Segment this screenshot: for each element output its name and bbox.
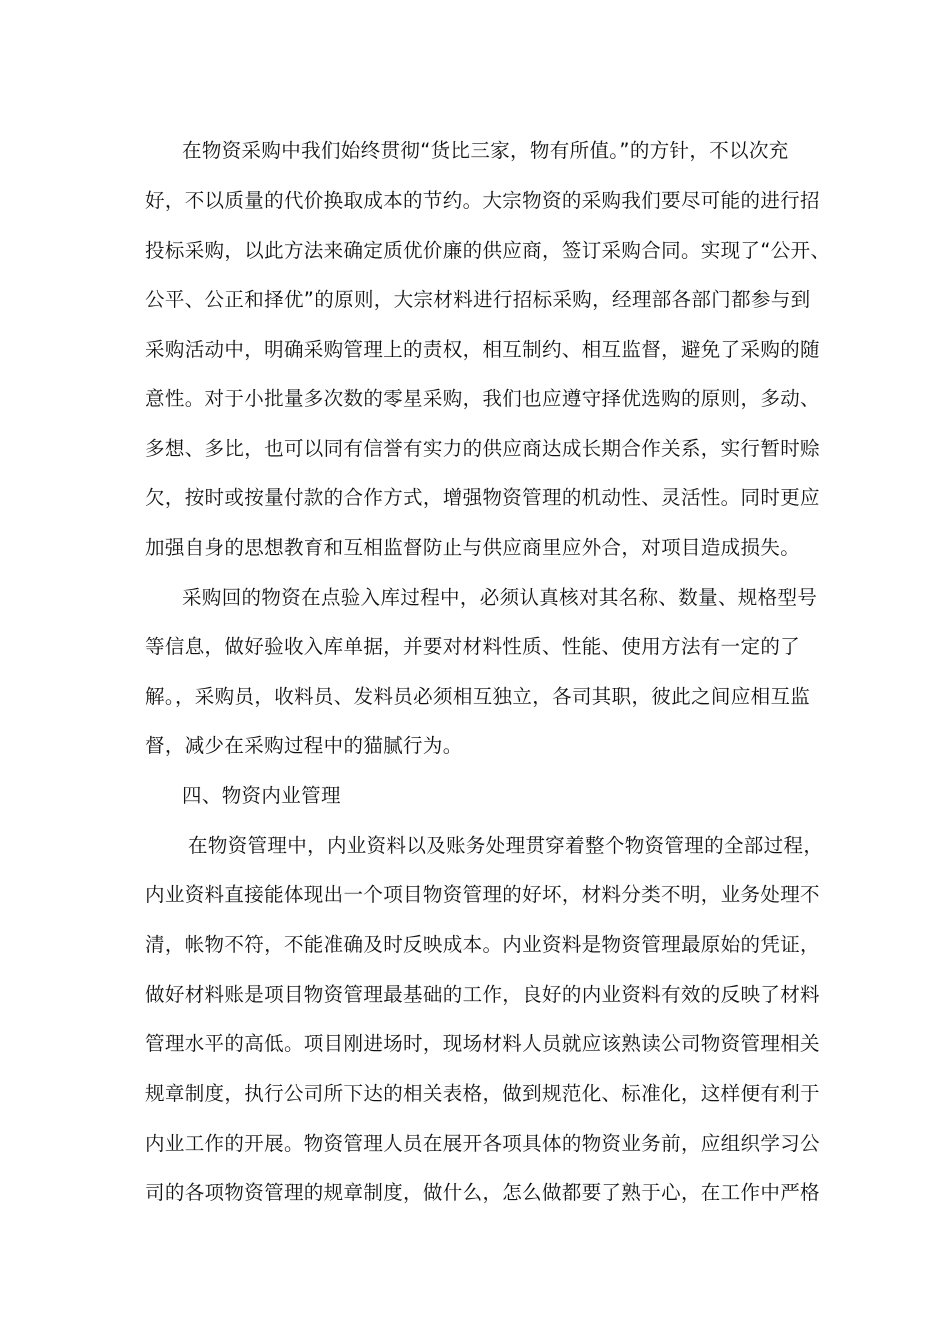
paragraph-1-line-7: 多想、多比，也可以同有信誉有实力的供应商达成长期合作关系，实行暂时赊 bbox=[145, 437, 820, 460]
paragraph-2-line-2: 等信息，做好验收入库单据，并要对材料性质、性能、使用方法有一定的了 bbox=[145, 635, 801, 658]
paragraph-3-line-3: 清，帐物不符，不能准确及时反映成本。内业资料是物资管理最原始的凭证， bbox=[145, 933, 820, 956]
paragraph-1-line-1: 在物资采购中我们始终贯彻“货比三家，物有所值。”的方针，不以次充 bbox=[182, 139, 789, 162]
paragraph-3-line-5: 管理水平的高低。项目刚进场时，现场材料人员就应该熟读公司物资管理相关 bbox=[145, 1032, 820, 1055]
paragraph-1-line-9: 加强自身的思想教育和互相监督防止与供应商里应外合，对项目造成损失。 bbox=[145, 536, 801, 559]
paragraph-1-line-6: 意性。对于小批量多次数的零星采购，我们也应遵守择优选购的原则，多动、 bbox=[145, 387, 820, 410]
paragraph-1-line-3: 投标采购，以此方法来确定质优价廉的供应商，签订采购合同。实现了“公开、 bbox=[145, 239, 831, 262]
paragraph-1-line-5: 采购活动中，明确采购管理上的责权，相互制约、相互监督，避免了采购的随 bbox=[145, 338, 820, 361]
paragraph-1-line-2: 好，不以质量的代价换取成本的节约。大宗物资的采购我们要尽可能的进行招 bbox=[145, 189, 820, 212]
paragraph-3-line-2: 内业资料直接能体现出一个项目物资管理的好坏，材料分类不明，业务处理不 bbox=[145, 883, 820, 906]
paragraph-1-line-8: 欠，按时或按量付款的合作方式，增强物资管理的机动性、灵活性。同时更应 bbox=[145, 486, 820, 509]
paragraph-3-line-4: 做好材料账是项目物资管理最基础的工作，良好的内业资料有效的反映了材料 bbox=[145, 983, 820, 1006]
paragraph-3-line-6: 规章制度，执行公司所下达的相关表格，做到规范化、标准化，这样便有利于 bbox=[145, 1082, 820, 1105]
paragraph-3-line-7: 内业工作的开展。物资管理人员在展开各项具体的物资业务前，应组织学习公 bbox=[145, 1132, 820, 1155]
paragraph-2-line-1: 采购回的物资在点验入库过程中，必须认真核对其名称、数量、规格型号 bbox=[182, 586, 818, 609]
section-heading: 四、物资内业管理 bbox=[182, 784, 341, 807]
paragraph-3-line-1: 在物资管理中，内业资料以及账务处理贯穿着整个物资管理的全部过程， bbox=[188, 834, 824, 857]
paragraph-2-line-3: 解。，采购员，收料员、发料员必须相互独立，各司其职，彼此之间应相互监 bbox=[145, 685, 811, 708]
paragraph-2-line-4: 督，减少在采购过程中的猫腻行为。 bbox=[145, 734, 463, 757]
paragraph-1-line-4: 公平、公正和择优”的原则，大宗材料进行招标采购，经理部各部门都参与到 bbox=[145, 288, 811, 311]
paragraph-3-line-8: 司的各项物资管理的规章制度，做什么，怎么做都要了熟于心，在工作中严格 bbox=[145, 1181, 820, 1204]
